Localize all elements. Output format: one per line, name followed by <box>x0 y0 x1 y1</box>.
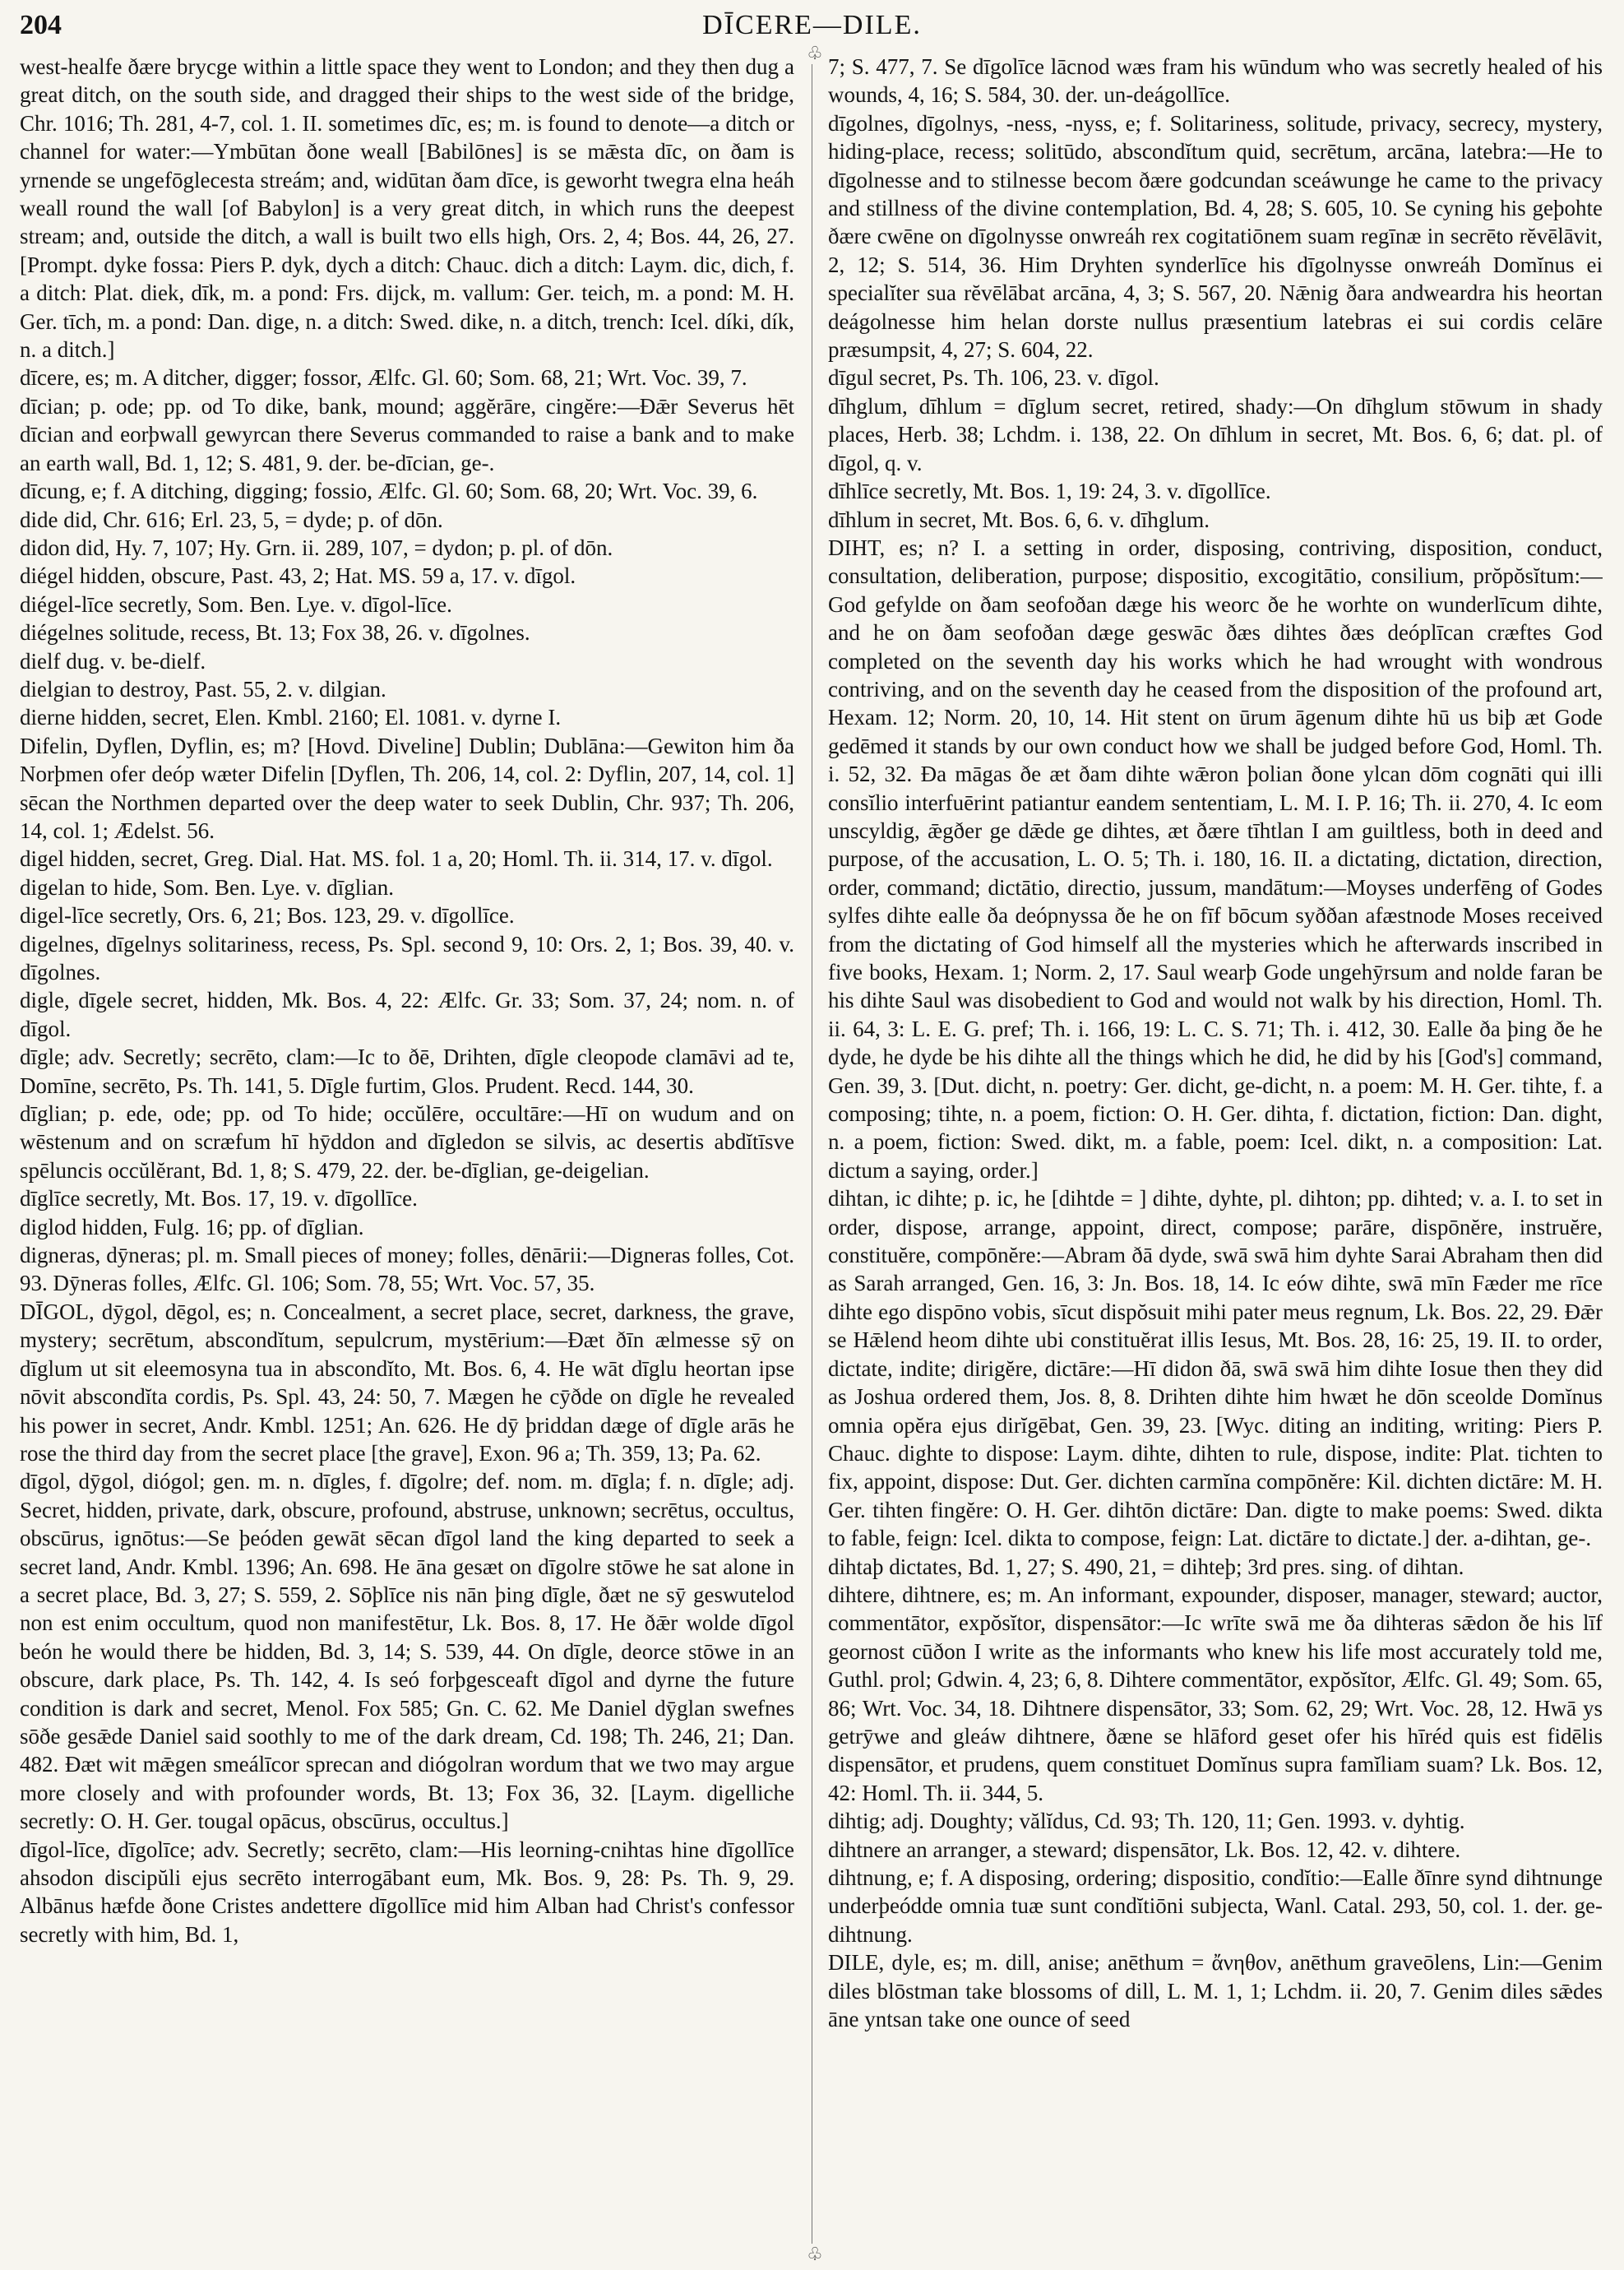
entry-paragraph: dīhlīce secretly, Mt. Bos. 1, 19: 24, 3. v. dīgollīce. <box>828 479 1271 504</box>
entry-paragraph: dielgian to destroy, Past. 55, 2. v. dilgian. <box>20 676 386 702</box>
entry-paragraph: dīglian; p. ede, ode; pp. od To hide; occŭlēre, occultāre:—Hī on wudum and on wēstenum and on scræfum hī hȳddon and dīgledon se silvis, ac desertis abdĭtīsve spēluncis occŭlĕrant, Bd. 1, 8; S. 479, 22. der. be-dīglian, ge-deigelian. <box>20 1101 794 1183</box>
entry-paragraph: dīcian; p. ode; pp. od To dike, bank, mound; aggĕrāre, cingĕre:—Ðǣr Severus hēt dīcian and eorþwall gewyrcan there Severus commanded to raise a bank and to make an earth wall, Bd. 1, 12; S. 481, 9. der. be-dīcian, ge-. <box>20 393 794 475</box>
entry-paragraph: dīgolnes, dīgolnys, -ness, -nyss, e; f. Solitariness, solitude, privacy, secrecy, mystery, hiding-place, recess; solitūdo, abscondĭtum quid, secrētum, arcāna, latebra:—He to dīgolnesse and to stilnesse becom ðære godcundan sceáwunge he came to the privacy and stillness of the divine contemplation, Bd. 4, 28; S. 605, 10. Se cyning his geþohte ðære cwēne on dīgolnysse onwreáh rex cogitatiōnem suam regīnæ in secrēto rĕvēlāvit, 2, 12; S. 514, 36. Him Dryhten synderlīce his dīgolnysse onwreáh Domĭnus ei specialĭter sua rĕvēlābat arcāna, 4, 3; S. 567, 20. Nǣnig ðara andweardra his heortan deágolnesse him helan dorste nullus præsentium latebras ei sui cordis celāre præsumpsit, 4, 27; S. 604, 22. <box>828 110 1603 363</box>
entry-paragraph: dihtnere an arranger, a steward; dispensātor, Lk. Bos. 12, 42. v. dihtere. <box>828 1837 1461 1862</box>
entry-paragraph: dīgol-līce, dīgolīce; adv. Secretly; secrēto, clam:—His leorning-cnihtas hine dīgollīce ahsodon discipŭli ejus secrēto interrogābant eum, Mk. Bos. 9, 28: Ps. Th. 9, 29. Albānus hæfde ðone Cristes andettere dīgollīce mid him Alban had Christ's confessor secretly with him, Bd. 1, <box>20 1837 794 1947</box>
entry-paragraph: diégelnes solitude, recess, Bt. 13; Fox 38, 26. v. dīgolnes. <box>20 620 530 646</box>
page-header <box>20 7 1604 48</box>
entry-paragraph: dihtere, dihtnere, es; m. An informant, expounder, disposer, manager, steward; auctor, commentātor, expŏsĭtor, dispensātor:—Ic wrīte swā me ða dihteras sǣdon ðe his līf geornost cūðon I write as the informants who knew his life most accurately told me, Guthl. prol; Gdwin. 4, 23; 6, 8. Dihtere commentātor, expŏsĭtor, Ælfc. Gl. 49; Som. 65, 86; Wrt. Voc. 34, 18. Dihtnere dispensātor, 33; Som. 62, 29; Wrt. Voc. 28, 12. Hwā ys getrȳwe and gleáw dihtnere, ðæne se hlāford geset ofer his hīréd quis est fidēlis dispensātor, et prudens, quem constituet Domĭnus supra famĭliam suam? Lk. Bos. 12, 42: Homl. Th. ii. 344, 5. <box>828 1582 1603 1805</box>
entry-paragraph: digel-līce secretly, Ors. 6, 21; Bos. 123, 29. v. dīgollīce. <box>20 903 515 929</box>
entry-paragraph: dīcere, es; m. A ditcher, digger; fossor, Ælfc. Gl. 60; Som. 68, 21; Wrt. Voc. 39, 7. <box>20 365 747 391</box>
entry-paragraph: diglod hidden, Fulg. 16; pp. of dīglian. <box>20 1214 364 1239</box>
entry-paragraph: dihtan, ic dihte; p. ic, he [dihtde = ] dihte, dyhte, pl. dihton; pp. dihted; v. a. I. to set in order, dispose, arrange, appoint, direct, compose; parāre, dispōnĕre, instruĕre, constituĕre, compōnĕre:—Abram ðā dyde, swā swā him dyhte Sarai Abraham then did as Sarah arranged, Gen. 16, 3: Jn. Bos. 18, 14. Ic eów dihte, swā mīn Fæder me rīce dihte ego dispōno vobis, sīcut dispŏsuit mihi pater meus regnum, Lk. Bos. 22, 29. Ðǣr se Hǣlend heom dihte ubi constituĕrat illis Iesus, Mt. Bos. 28, 16: 25, 19. II. to order, dictate, indite; dirigĕre, dictāre:—Hī didon ðā, swā swā him dihte Iosue then they did as Joshua ordered them, Jos. 8, 8. Drihten dihte him hwæt he dōn sceolde Domĭnus omnia opĕra ejus dirĭgēbat, Gen. 39, 23. [Wyc. diting an inditing, writing: Piers P. Chauc. dighte to dispose: Laym. dihte, dihten to rule, dispose, indite: Plat. tichten to fix, appoint, dispose: Dut. Ger. dichten carmĭna compōnĕre: Kil. dichten dictāre: M. H. Ger. tihten fingĕre: O. H. Ger. dihtōn dictāre: Dan. digte to make poems: Swed. dikta to fable, feign: Icel. dikta to compose, feign: Lat. dictāre to dictate.] der. a-dihtan, ge-. <box>828 1186 1603 1551</box>
entry-paragraph: dihtig; adj. Doughty; vălĭdus, Cd. 93; Th. 120, 11; Gen. 1993. v. dyhtig. <box>828 1809 1465 1834</box>
entry-paragraph: dīgol, dȳgol, diógol; gen. m. n. dīgles, f. dīgolre; def. nom. m. dīgla; f. n. dīgle; adj. Secret, hidden, private, dark, obscure, profound, abstruse, unknown; secrētus, occultus, obscūrus, ignōtus:—Se þeóden gewāt sēcan dīgol land the king departed to seek a secret land, Andr. Kmbl. 1396; An. 698. He āna gesæt on dīgolre stōwe he sat alone in a secret place, Bd. 3, 27; S. 559, 2. Sōþlīce nis nān þing dīgle, ðæt ne sȳ geswutelod non est enim occultum, quod non manifestētur, Lk. Bos. 8, 17. He ðǣr wolde dīgol beón he would there be hidden, Bd. 3, 14; S. 539, 44. On dīgle, deorce stōwe in an obscure, dark place, Ps. Th. 142, 4. Is seó forþgesceaft dīgol and dyrne the future condition is dark and secret, Menol. Fox 585; Gn. C. 62. Me Daniel dȳglan swefnes sōðe gesǣde Daniel said soothly to me of the dark dream, Cd. 198; Th. 246, 21; Dan. 482. Ðæt wit mǣgen smeálīcor sprecan and diógolran wordum that we two may argue more closely and with profounder words, Bt. 13; Fox 36, 32. [Laym. digelliche secretly: O. H. Ger. tougal opācus, obscūrus, occultus.] <box>20 1469 794 1834</box>
two-column-body <box>20 43 1604 2264</box>
entry-paragraph: dīcung, e; f. A ditching, digging; fossio, Ælfc. Gl. 60; Som. 68, 20; Wrt. Voc. 39, 6. <box>20 479 758 504</box>
entry-paragraph: dihtaþ dictates, Bd. 1, 27; S. 490, 21, = dihteþ; 3rd pres. sing. of dihtan. <box>828 1554 1464 1579</box>
entry-paragraph: digelnes, dīgelnys solitariness, recess, Ps. Spl. second 9, 10: Ors. 2, 1; Bos. 39, 40. v. dīgolnes. <box>20 931 794 984</box>
entry-paragraph: digelan to hide, Som. Ben. Lye. v. dīglian. <box>20 874 394 900</box>
entry-paragraph: west-healfe ðære brycge within a little space they went to London; and they then dug a great ditch, on the south side, and dragged their ships to the west side of the bridge, Chr. 1016; Th. 281, 4-7, col. 1. II. sometimes dīc, es; m. is found to denote—a ditch or channel for water:—Ymbūtan ðone weall [Babilōnes] is se mǣsta dīc, on ðam is yrnende se ungefōglecesta streám; and, widūtan ðam dīce, is geworht twegra elna heáh weall round the wall [of Babylon] is a very great ditch, in which runs the deepest stream; and, outside the ditch, a wall is built two ells high, Ors. 2, 4; Bos. 44, 26, 27. [Prompt. dyke fossa: Piers P. dyk, dych a ditch: Chauc. dich a ditch: Laym. dic, dich, f. a ditch: Plat. diek, dīk, m. a pond: Frs. dijck, m. vallum: Ger. teich, m. a pond: M. H. Ger. tīch, m. a pond: Dan. dige, n. a ditch: Swed. dike, n. a ditch, trench: Icel. díki, dík, n. a ditch.] <box>20 54 794 363</box>
entry-paragraph: digneras, dȳneras; pl. m. Small pieces of money; folles, dēnārii:—Digneras folles, Cot. 93. Dȳneras folles, Ælfc. Gl. 106; Som. 78, 55; Wrt. Voc. 57, 35. <box>20 1243 794 1296</box>
entry-paragraph: digle, dīgele secret, hidden, Mk. Bos. 4, 22: Ælfc. Gr. 33; Som. 37, 24; nom. n. of dīgol. <box>20 988 794 1041</box>
entry-paragraph: dīgul secret, Ps. Th. 106, 23. v. dīgol. <box>828 365 1159 391</box>
entry-paragraph: dide did, Chr. 616; Erl. 23, 5, = dyde; p. of dōn. <box>20 507 443 532</box>
entry-paragraph: diégel hidden, obscure, Past. 43, 2; Hat. MS. 59 a, 17. v. dīgol. <box>20 563 576 589</box>
entry-paragraph: dīhlum in secret, Mt. Bos. 6, 6. v. dīhglum. <box>828 507 1210 532</box>
top-ornament-icon: ♧ <box>804 43 826 64</box>
entry-paragraph: dīgle; adv. Secretly; secrēto, clam:—Ic to ðē, Drihten, dīgle cleopode clamāvi ad te, Domīne, secrēto, Ps. Th. 141, 5. Dīgle furtim, Glos. Prudent. Recd. 144, 30. <box>20 1045 794 1098</box>
left-column <box>20 53 794 2254</box>
entry-paragraph: diégel-līce secretly, Som. Ben. Lye. v. dīgol-līce. <box>20 591 452 617</box>
entry-paragraph: 7; S. 477, 7. Se dīgolīce lācnod wæs fram his wūndum who was secretly healed of his wounds, 4, 16; S. 584, 30. der. un-deágollīce. <box>828 54 1603 108</box>
entry-paragraph: DILE, dyle, es; m. dill, anise; anēthum = ἄνηθον, anēthum graveōlens, Lin:—Genim diles blōstman take blossoms of dill, L. M. 1, 1; Lchdm. ii. 20, 7. Genim diles sǣdes āne yntsan take one ounce of seed <box>828 1950 1603 2032</box>
running-head: DĪCERE—DILE. <box>702 10 922 40</box>
entry-paragraph: dihtnung, e; f. A disposing, ordering; dispositio, condĭtio:—Ealle ðīnre synd dihtnunge underþeódde omnia tuæ sunt condĭtiōni subjecta, Wanl. Catal. 293, 50, col. 1. der. ge-dihtnung. <box>828 1865 1603 1947</box>
entry-paragraph: dielf dug. v. be-dielf. <box>20 648 206 674</box>
entry-paragraph: dīhglum, dīhlum = dīglum secret, retired, shady:—On dīhglum stōwum in shady places, Herb. 38; Lchdm. i. 138, 22. On dīhlum in secret, Mt. Bos. 6, 6; dat. pl. of dīgol, q. v. <box>828 393 1603 475</box>
entry-paragraph: dīglīce secretly, Mt. Bos. 17, 19. v. dīgollīce. <box>20 1186 418 1211</box>
entry-paragraph: didon did, Hy. 7, 107; Hy. Grn. ii. 289, 107, = dydon; p. pl. of dōn. <box>20 535 613 560</box>
entry-paragraph: DĪGOL, dȳgol, dēgol, es; n. Concealment, a secret place, secret, darkness, the grave, mystery; secrētum, abscondĭtum, sepulcrum, mystērium:—Ðæt ðīn ælmesse sȳ on dīglum ut sit eleemosyna tua in abscondĭto, Mt. Bos. 6, 4. He wāt dīglu heortan ipse nōvit abscondĭta cordis, Ps. Spl. 43, 24: 50, 7. Mægen he cȳðde on dīgle he revealed his power in secret, Andr. Kmbl. 1251; An. 626. He dȳ þriddan dæge of dīgle arās he rose the third day from the secret place [the grave], Exon. 96 a; Th. 359, 13; Pa. 62. <box>20 1299 794 1466</box>
bottom-ornament-icon: ♧ <box>804 2244 826 2265</box>
entry-paragraph: dierne hidden, secret, Elen. Kmbl. 2160; El. 1081. v. dyrne I. <box>20 705 562 730</box>
entry-paragraph: DIHT, es; n? I. a setting in order, disposing, contriving, disposition, conduct, consultation, deliberation, purpose; dispositio, excogitātio, consilium, prŏpŏsĭtum:—God gefylde on ðam seofoðan dæge his weorc ðe he worhte on wunderlīcum dihte, and he on ðam seofoðan dæge geswāc ðæs dihtes ðæs deóplīcan cræftes God completed on the seventh day his works which he had wrought with wondrous contriving, and on the seventh day he ceased from the disposition of the profound art, Hexam. 12; Norm. 20, 10, 14. Hit stent on ūrum āgenum dihte hū us biþ æt Gode gedēmed it stands by our own conduct how we shall be judged before God, Homl. Th. i. 52, 32. Ða māgas ðe æt ðam dihte wǣron þolian ðone ylcan dōm cognāti qui illi consĭlio interfuērint patiantur eandem sententiam, L. M. I. P. 16; Th. ii. 270, 4. Ic eom unscyldig, ǣgðer ge dǣde ge dihtes, æt ðære tīhtlan I am guiltless, both in deed and purpose, of the accusation, L. O. 5; Th. i. 180, 16. II. a dictating, dictation, direction, order, command; dictātio, directio, jussum, mandātum:—Moyses underfēng of Godes sylfes dihte ealle ða deópnyssa ðe he on fīf bōcum syððan afæstnode Moses received from the dictating of God himself all the mysteries which he afterwards inscribed in five books, Hexam. 1; Norm. 2, 17. Saul wearþ Gode ungehȳrsum and nolde faran be his dihte Saul was disobedient to God and would not walk by his direction, Homl. Th. ii. 64, 3: L. E. G. pref; Th. i. 166, 19: L. C. S. 71; Th. i. 412, 30. Ealle ða þing ðe he dyde, he dyde be his dihte all the things which he did, he did by his [God's] command, Gen. 39, 3. [Dut. dicht, n. poetry: Ger. dicht, ge-dicht, n. a poem: M. H. Ger. tihte, f. a composing; tihte, n. a poem, fiction: O. H. Ger. dihta, f. dictation, fiction: Dan. dight, n. a poem, fiction: Swed. dikt, m. a fable, poem: Icel. dikt, n. a composition: Lat. dictum a saying, order.] <box>828 535 1603 1183</box>
entry-paragraph: Difelin, Dyflen, Dyflin, es; m? [Hovd. Diveline] Dublin; Dublāna:—Gewiton him ða Norþmen ofer deóp wæter Difelin [Dyflen, Th. 206, 14, col. 2: Dyflin, 207, 14, col. 1] sēcan the Northmen departed over the deep water to seek Dublin, Chr. 937; Th. 206, 14, col. 1; Ædelst. 56. <box>20 733 794 843</box>
right-column <box>828 53 1603 2254</box>
page-number: 204 <box>20 10 62 40</box>
entry-paragraph: digel hidden, secret, Greg. Dial. Hat. MS. fol. 1 a, 20; Homl. Th. ii. 314, 17. v. dīgol. <box>20 846 773 872</box>
